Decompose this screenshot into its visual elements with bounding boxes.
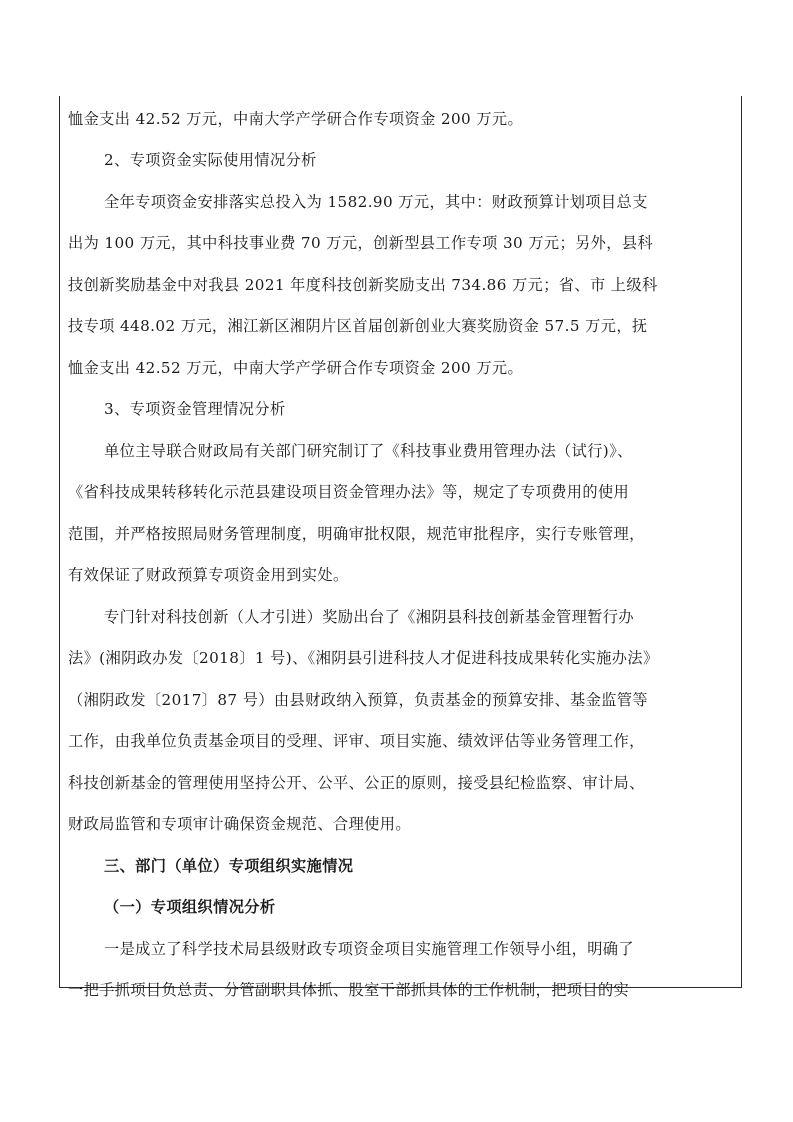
paragraph-line: 恤金支出 42.52 万元，中南大学产学研合作专项资金 200 万元。: [68, 110, 524, 128]
paragraph-line: 工作，由我单位负责基金项目的受理、评审、项目实施、绩效评估等业务管理工作，: [68, 732, 645, 750]
section-heading: 2、专项资金实际使用情况分析: [104, 151, 317, 169]
paragraph-line: 科技创新基金的管理使用坚持公开、公平、公正的原则，接受县纪检监察、审计局、: [68, 774, 645, 792]
paragraph-line: 一是成立了科学技术局县级财政专项资金项目实施管理工作领导小组，明确了: [104, 940, 634, 958]
paragraph-line: 技创新奖励基金中对我县 2021 年度科技创新奖励支出 734.86 万元；省、市 上级科: [68, 276, 658, 294]
paragraph-line: （湘阴政发〔2017〕87 号）由县财政纳入预算，负责基金的预算安排、基金监管等: [68, 691, 648, 709]
subsection-heading: （一）专项组织情况分析: [104, 898, 276, 916]
paragraph-line: 恤金支出 42.52 万元，中南大学产学研合作专项资金 200 万元。: [68, 359, 524, 377]
paragraph-line: 技专项 448.02 万元，湘江新区湘阴片区首届创新创业大赛奖励资金 57.5 万元，抚: [68, 317, 648, 335]
paragraph-line: 单位主导联合财政局有关部门研究制订了《科技事业费用管理办法（试行)》、: [104, 442, 633, 460]
paragraph-line: 出为 100 万元，其中科技事业费 70 万元，创新型县工作专项 30 万元；另外，县科: [68, 234, 654, 252]
paragraph-line: 一把手抓项目负总责、分管副职具体抓、股室干部抓具体的工作机制，把项目的实: [68, 981, 630, 999]
paragraph-line: 范围，并严格按照局财务管理制度，明确审批权限，规范审批程序，实行专账管理，: [68, 525, 645, 543]
paragraph-line: 全年专项资金安排落实总投入为 1582.90 万元，其中：财政预算计划项目总支: [104, 193, 648, 211]
section-heading: 3、专项资金管理情况分析: [104, 400, 286, 418]
paragraph-line: 专门针对科技创新（人才引进）奖励出台了《湘阴县科技创新基金管理暂行办: [104, 608, 634, 626]
chapter-heading: 三、部门（单位）专项组织实施情况: [104, 857, 354, 875]
paragraph-line: 《省科技成果转移转化示范县建设项目资金管理办法》等，规定了专项费用的使用: [68, 483, 630, 501]
paragraph-line: 有效保证了财政预算专项资金用到实处。: [68, 566, 349, 584]
paragraph-line: 法》(湘阴政办发〔2018〕1 号)、《湘阴县引进科技人才促进科技成果转化实施办法》: [68, 649, 659, 667]
paragraph-line: 财政局监管和专项审计确保资金规范、合理使用。: [68, 815, 411, 833]
